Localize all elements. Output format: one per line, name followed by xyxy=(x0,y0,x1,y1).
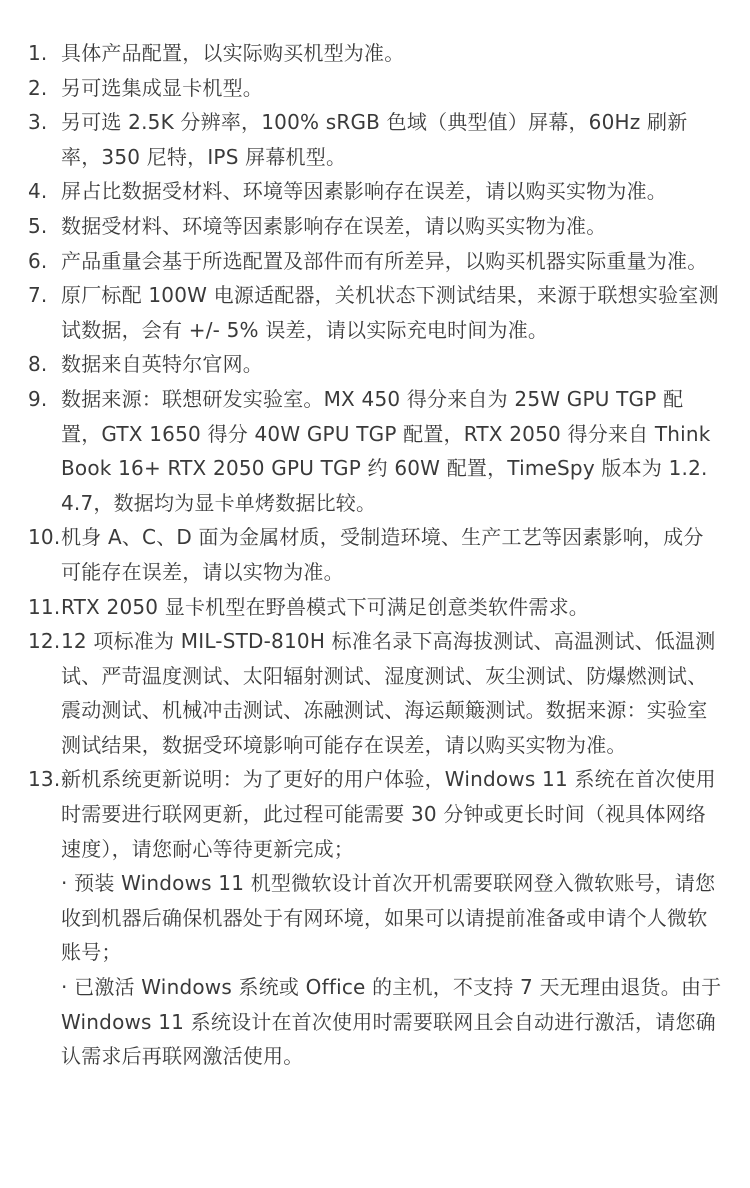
footnote-text: 产品重量会基于所选配置及部件而有所差异，以购买机器实际重量为准。 xyxy=(61,248,708,273)
footnote-number: 7. xyxy=(28,283,48,308)
footnote-text: 屏占比数据受材料、环境等因素影响存在误差，请以购买实物为准。 xyxy=(61,179,667,204)
footnotes-list xyxy=(28,36,722,1074)
footnote-number: 4. xyxy=(28,179,48,204)
footnote-text: 数据来源：联想研发实验室。MX 450 得分来自为 25W GPU TGP 配置，GTX 1650 得分 40W GPU TGP 配置，RTX 2050 得分来自 ThinkBook 16+ RTX 2050 GPU TGP 约 60W 配置，TimeSpy 版本为 1.2.4.7，数据均为显卡单烤数据比较。 xyxy=(61,386,711,515)
footnote-item xyxy=(28,624,722,762)
footnote-number: 1. xyxy=(28,41,48,65)
footnote-text: 另可选 2.5K 分辨率，100% sRGB 色域（典型值）屏幕，60Hz 刷新率，350 尼特，IPS 屏幕机型。 xyxy=(61,110,688,169)
footnote-number: 3. xyxy=(28,110,48,135)
footnote-item xyxy=(28,36,722,71)
footnote-number: 6. xyxy=(28,248,48,273)
footnote-subitem: · 已激活 Windows 系统或 Office 的主机，不支持 7 天无理由退货。由于 Windows 11 系统设计在首次使用时需要联网且会自动进行激活，请您确认需求后再联网激活使用。 xyxy=(61,975,722,1069)
footnote-text: 具体产品配置，以实际购买机型为准。 xyxy=(61,41,405,65)
footnote-text: 原厂标配 100W 电源适配器，关机状态下测试结果，来源于联想实验室测试数据，会有 +/- 5% 误差，请以实际充电时间为准。 xyxy=(61,283,719,342)
footnote-item xyxy=(28,347,722,382)
footnote-text: 另可选集成显卡机型。 xyxy=(61,75,263,100)
footnote-item xyxy=(28,382,722,520)
footnote-number: 12. xyxy=(28,629,61,654)
footnote-item xyxy=(28,520,722,589)
footnote-text: 12 项标准为 MIL-STD-810H 标准名录下高海拔测试、高温测试、低温测试、严苛温度测试、太阳辐射测试、湿度测试、灰尘测试、防爆燃测试、震动测试、机械冲击测试、冻融测试、海运颠簸测试。数据来源：实验室测试结果，数据受环境影响可能存在误差，请以购买实物为准。 xyxy=(61,629,716,757)
footnote-number: 13.· xyxy=(28,767,67,792)
footnote-number: 10. xyxy=(28,525,61,550)
footnote-item xyxy=(28,174,722,209)
footnote-item xyxy=(28,278,722,347)
footnote-text: 新机系统更新说明：为了更好的用户体验，Windows 11 系统在首次使用时需要进行联网更新，此过程可能需要 30 分钟或更长时间（视具体网络速度），请您耐心等待更新完成； xyxy=(61,767,716,861)
footnote-text: 数据受材料、环境等因素影响存在误差，请以购买实物为准。 xyxy=(61,213,607,238)
footnote-subitem: · 预装 Windows 11 机型微软设计首次开机需要联网登入微软账号，请您收到机器后确保机器处于有网环境，如果可以请提前准备或申请个人微软账号； xyxy=(61,871,716,965)
footnote-item xyxy=(28,105,722,174)
footnote-number: 2. xyxy=(28,75,48,100)
footnote-item xyxy=(28,762,722,1073)
footnote-number: 8. xyxy=(28,352,48,377)
footnote-text: 数据来自英特尔官网。 xyxy=(61,352,263,377)
footnote-item xyxy=(28,244,722,279)
footnote-number: 5. xyxy=(28,213,48,238)
footnote-item xyxy=(28,71,722,106)
footnote-item xyxy=(28,209,722,244)
footnote-number: 9. xyxy=(28,386,48,411)
footnote-number: 11. xyxy=(28,594,61,619)
footnote-text: 机身 A、C、D 面为金属材质，受制造环境、生产工艺等因素影响，成分可能存在误差，请以实物为准。 xyxy=(61,525,704,584)
footnote-text: RTX 2050 显卡机型在野兽模式下可满足创意类软件需求。 xyxy=(61,594,589,619)
footnote-item xyxy=(28,590,722,625)
